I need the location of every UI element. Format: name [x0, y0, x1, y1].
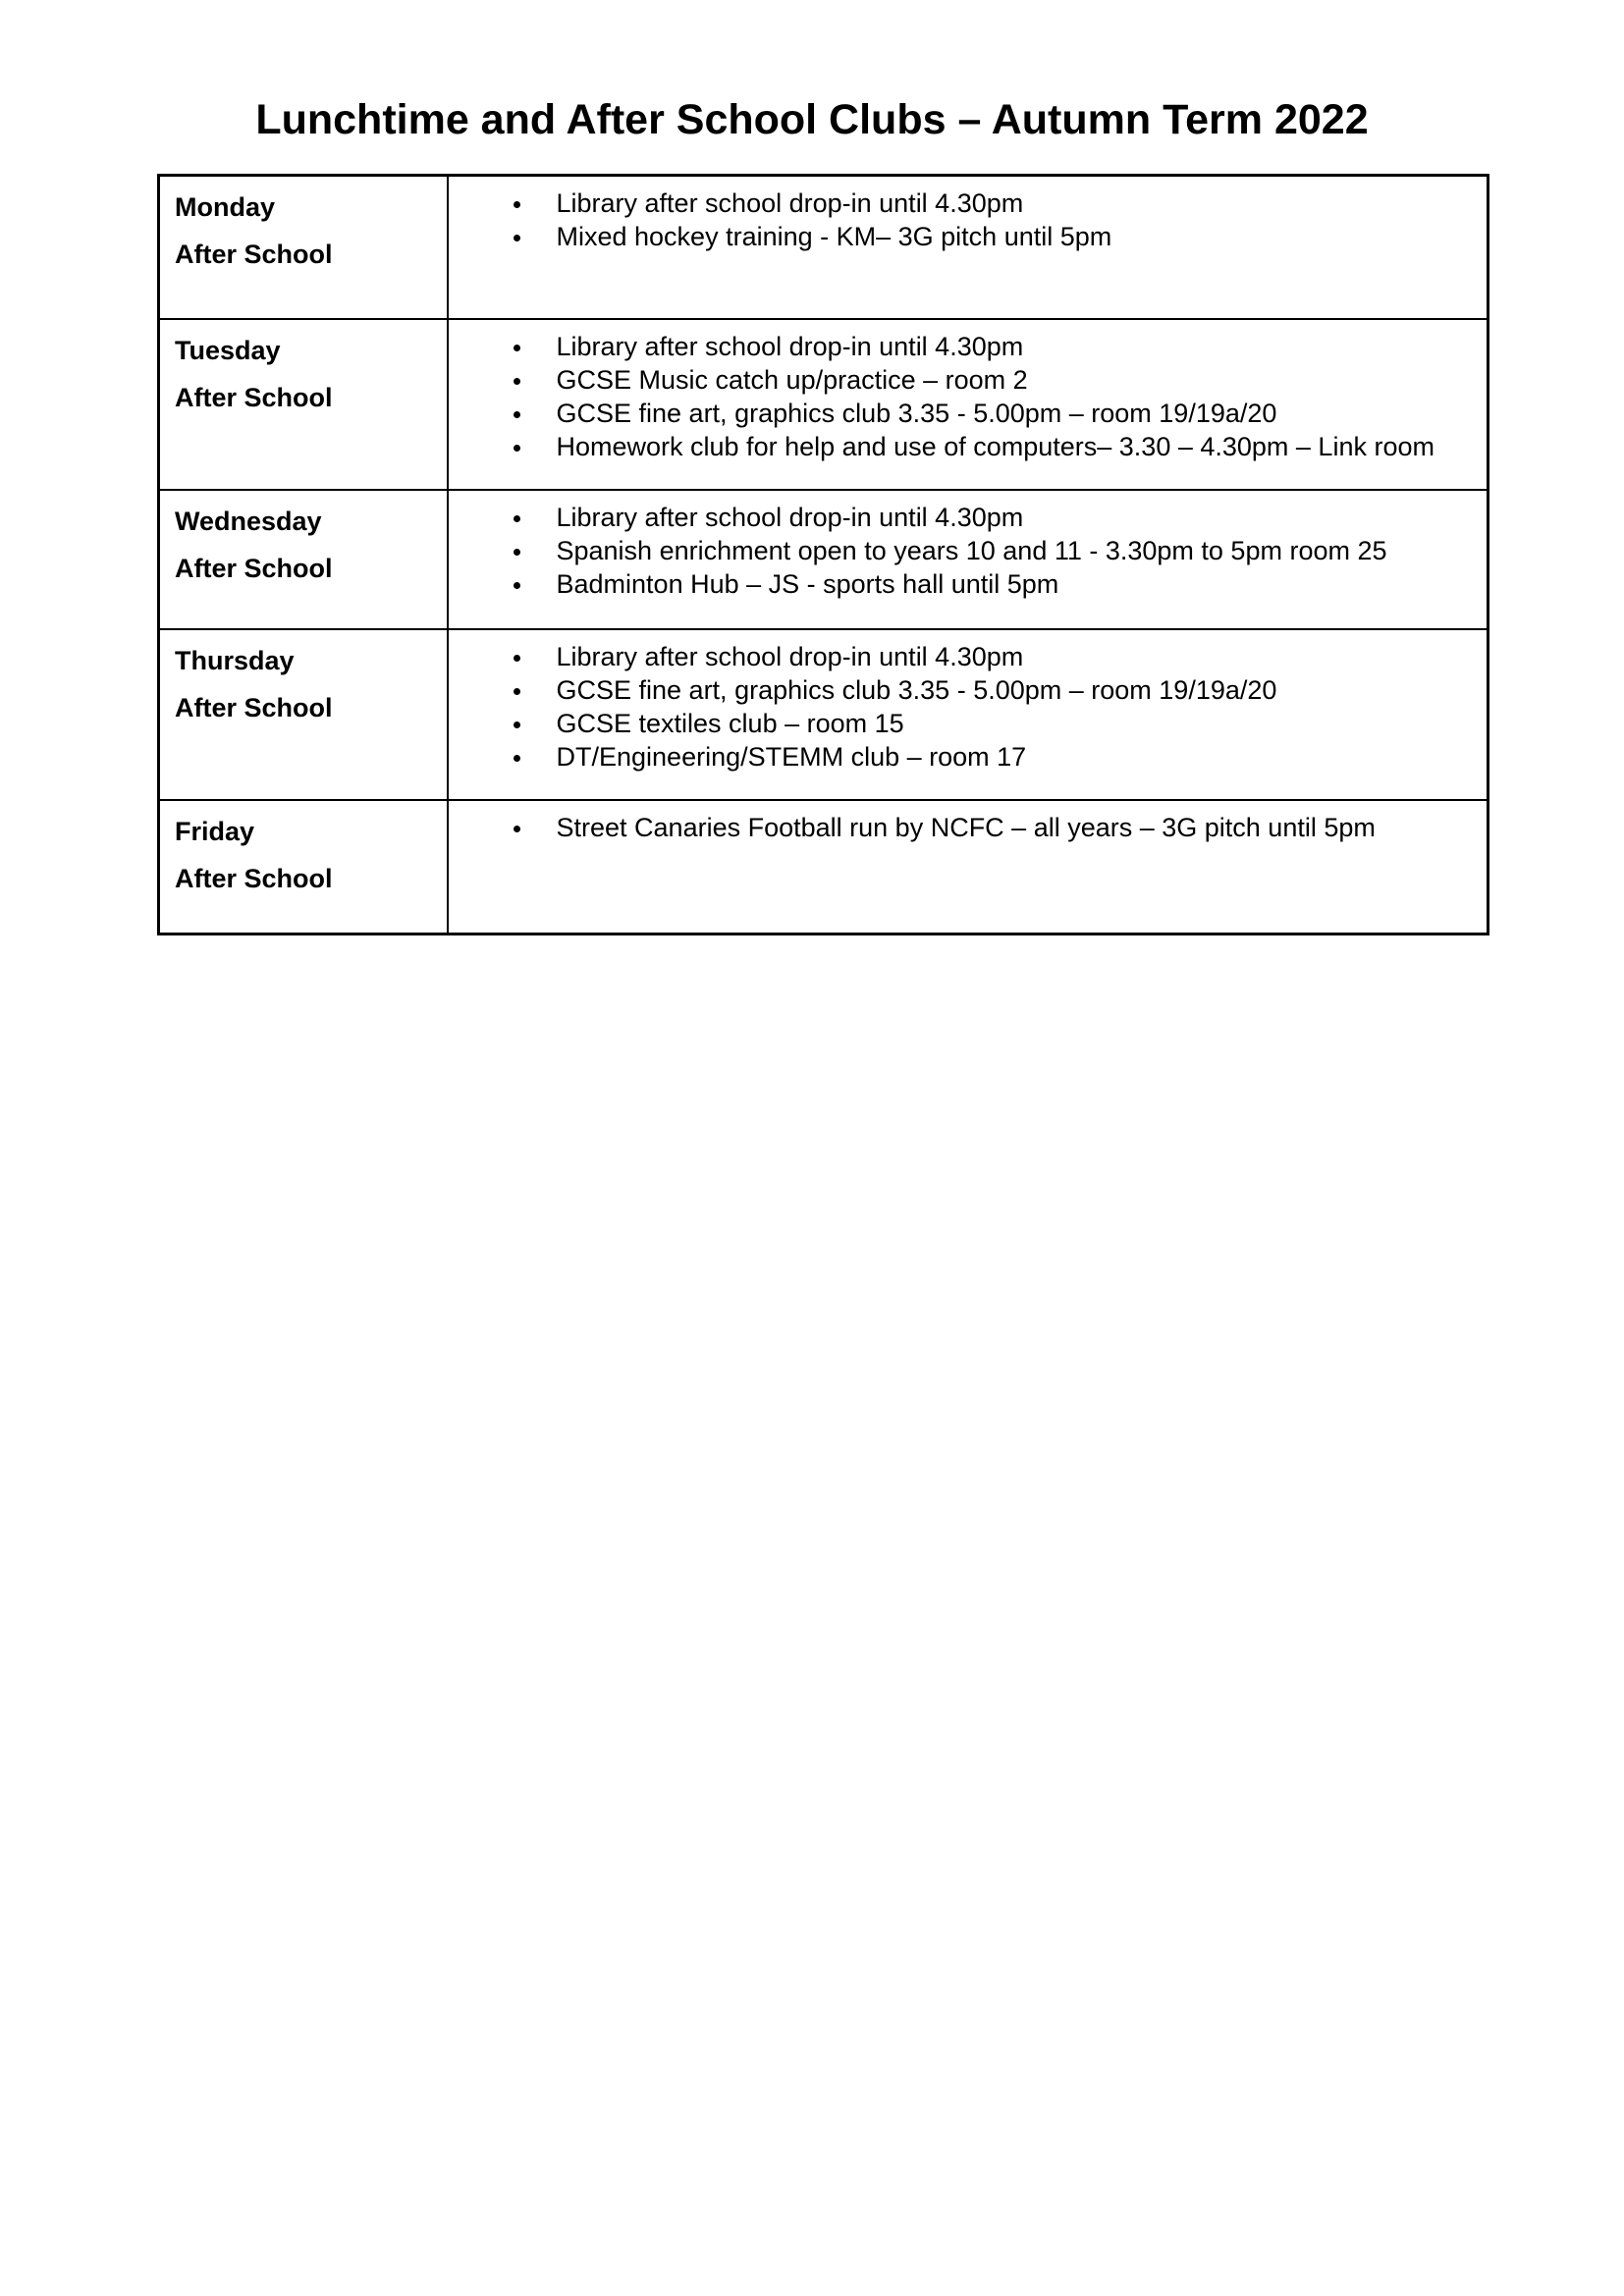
day-name: Monday — [175, 192, 276, 222]
activity-item: Spanish enrichment open to years 10 and 11 - 3.30pm to 5pm room 25 — [449, 534, 1488, 567]
activity-list — [449, 501, 1488, 601]
activities-cell — [448, 490, 1489, 629]
activity-list — [449, 640, 1488, 774]
session-name: After School — [175, 383, 333, 412]
session-name: After School — [175, 554, 333, 583]
activity-item: Homework club for help and use of computers– 3.30 – 4.30pm – Link room — [449, 430, 1488, 463]
session-name: After School — [175, 240, 333, 269]
activities-cell — [448, 629, 1489, 800]
day-name: Tuesday — [175, 336, 281, 365]
activity-item: GCSE textiles club – room 15 — [449, 707, 1488, 740]
activity-item: GCSE Music catch up/practice – room 2 — [449, 363, 1488, 397]
schedule-row-friday — [159, 800, 1489, 934]
activity-item: GCSE fine art, graphics club 3.35 - 5.00pm – room 19/19a/20 — [449, 673, 1488, 707]
day-cell — [159, 800, 448, 934]
activity-list — [449, 187, 1488, 253]
schedule-row-wednesday — [159, 490, 1489, 629]
activity-item: DT/Engineering/STEMM club – room 17 — [449, 740, 1488, 774]
activity-item: Library after school drop-in until 4.30pm — [449, 501, 1488, 534]
schedule-row-tuesday — [159, 319, 1489, 490]
day-cell — [159, 629, 448, 800]
day-cell — [159, 176, 448, 320]
activity-item: Mixed hockey training - KM– 3G pitch until 5pm — [449, 220, 1488, 253]
activity-list — [449, 811, 1488, 844]
day-name: Thursday — [175, 646, 295, 675]
schedule-row-thursday — [159, 629, 1489, 800]
activity-item: Library after school drop-in until 4.30pm — [449, 187, 1488, 220]
activity-item: Street Canaries Football run by NCFC – all years – 3G pitch until 5pm — [449, 811, 1488, 844]
activity-item: Library after school drop-in until 4.30pm — [449, 640, 1488, 673]
activities-cell — [448, 800, 1489, 934]
activities-cell — [448, 176, 1489, 320]
activity-item: GCSE fine art, graphics club 3.35 - 5.00pm – room 19/19a/20 — [449, 397, 1488, 430]
session-name: After School — [175, 693, 333, 722]
day-cell — [159, 319, 448, 490]
day-name: Wednesday — [175, 507, 322, 536]
day-cell — [159, 490, 448, 629]
session-name: After School — [175, 864, 333, 893]
activity-list — [449, 330, 1488, 463]
page-title: Lunchtime and After School Clubs – Autumn Term 2022 — [255, 96, 1369, 143]
schedule-row-monday — [159, 176, 1489, 320]
day-name: Friday — [175, 817, 255, 846]
clubs-schedule-table — [157, 174, 1489, 935]
activities-cell — [448, 319, 1489, 490]
activity-item: Library after school drop-in until 4.30pm — [449, 330, 1488, 363]
activity-item: Badminton Hub – JS - sports hall until 5pm — [449, 567, 1488, 601]
